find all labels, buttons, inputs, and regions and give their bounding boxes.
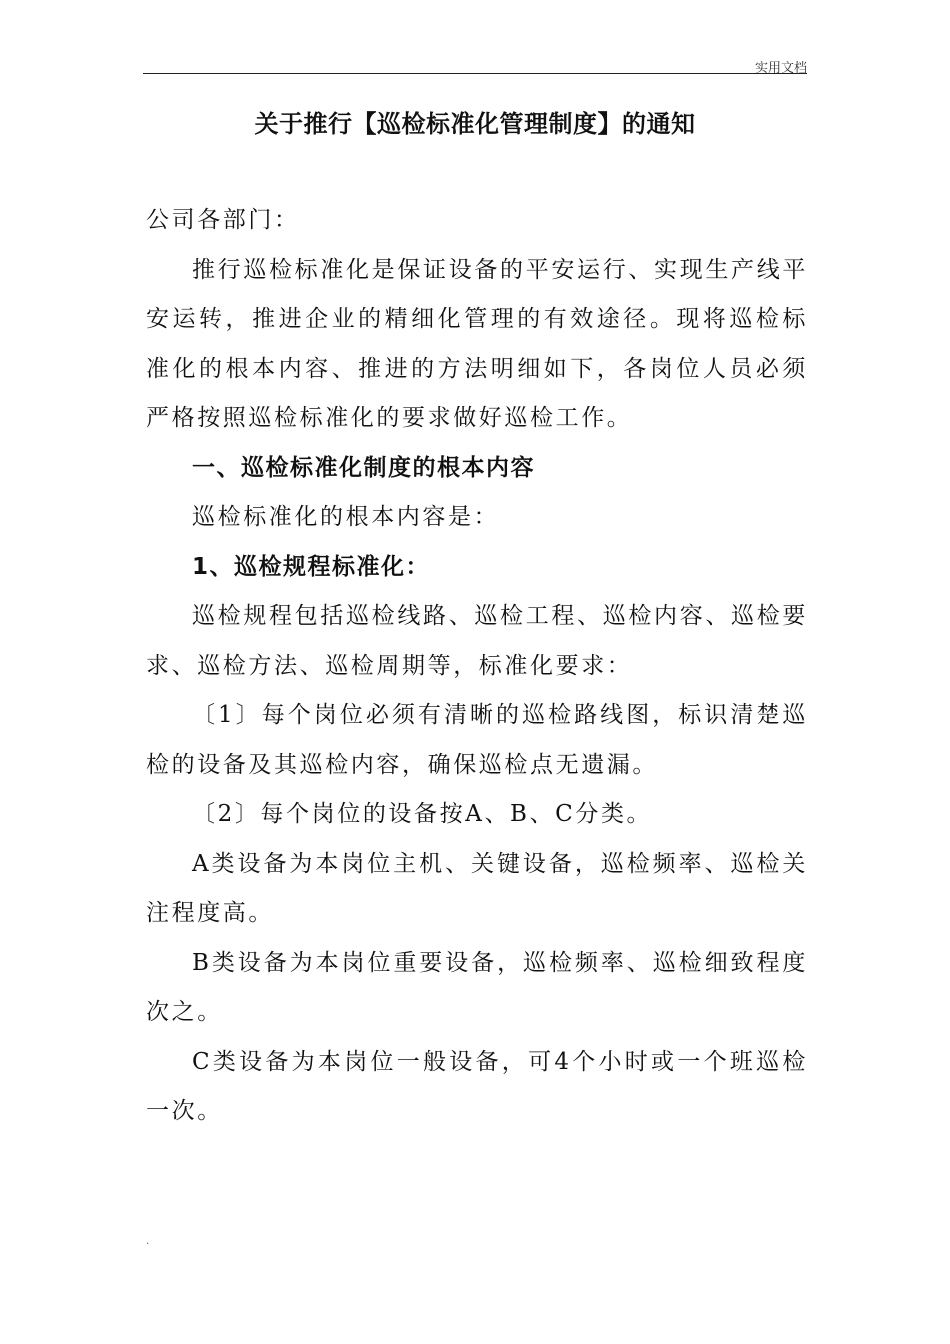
document-title: 关于推行【巡检标准化管理制度】的通知 xyxy=(254,110,696,138)
paragraph: C类设备为本岗位一般设备，可4个小时或一个班巡检一次。 xyxy=(146,1048,808,1124)
list-item: 〔2〕每个岗位的设备按A、B、C分类。 xyxy=(192,801,653,827)
document-body xyxy=(146,196,808,1137)
section-heading-1: 一、巡检标准化制度的根本内容 xyxy=(192,454,535,481)
intro-paragraph: 推行巡检标准化是保证设备的平安运行、实现生产线平安运转，推进企业的精细化管理的有效途径。现将巡检标准化的根本内容、推进的方法明细如下，各岗位人员必须严格按照巡检标准化的要求做好巡检工作。 xyxy=(146,256,808,431)
paragraph: 巡检规程包括巡检线路、巡检工程、巡检内容、巡检要求、巡检方法、巡检周期等，标准化要求： xyxy=(146,603,808,679)
paragraph: A类设备为本岗位主机、关键设备，巡检频率、巡检关注程度高。 xyxy=(146,850,808,926)
header-label: 实用文档 xyxy=(754,61,807,76)
footer-mark: . xyxy=(146,1236,150,1247)
header-rule xyxy=(143,73,807,74)
paragraph: B类设备为本岗位重要设备，巡检频率、巡检细致程度次之。 xyxy=(146,949,808,1025)
section-intro: 巡检标准化的根本内容是： xyxy=(192,504,500,530)
salutation: 公司各部门： xyxy=(146,207,300,233)
list-item: 〔1〕每个岗位必须有清晰的巡检路线图，标识清楚巡检的设备及其巡检内容，确保巡检点无遗漏。 xyxy=(146,702,808,778)
subsection-heading-1: 1、巡检规程标准化： xyxy=(192,553,431,580)
